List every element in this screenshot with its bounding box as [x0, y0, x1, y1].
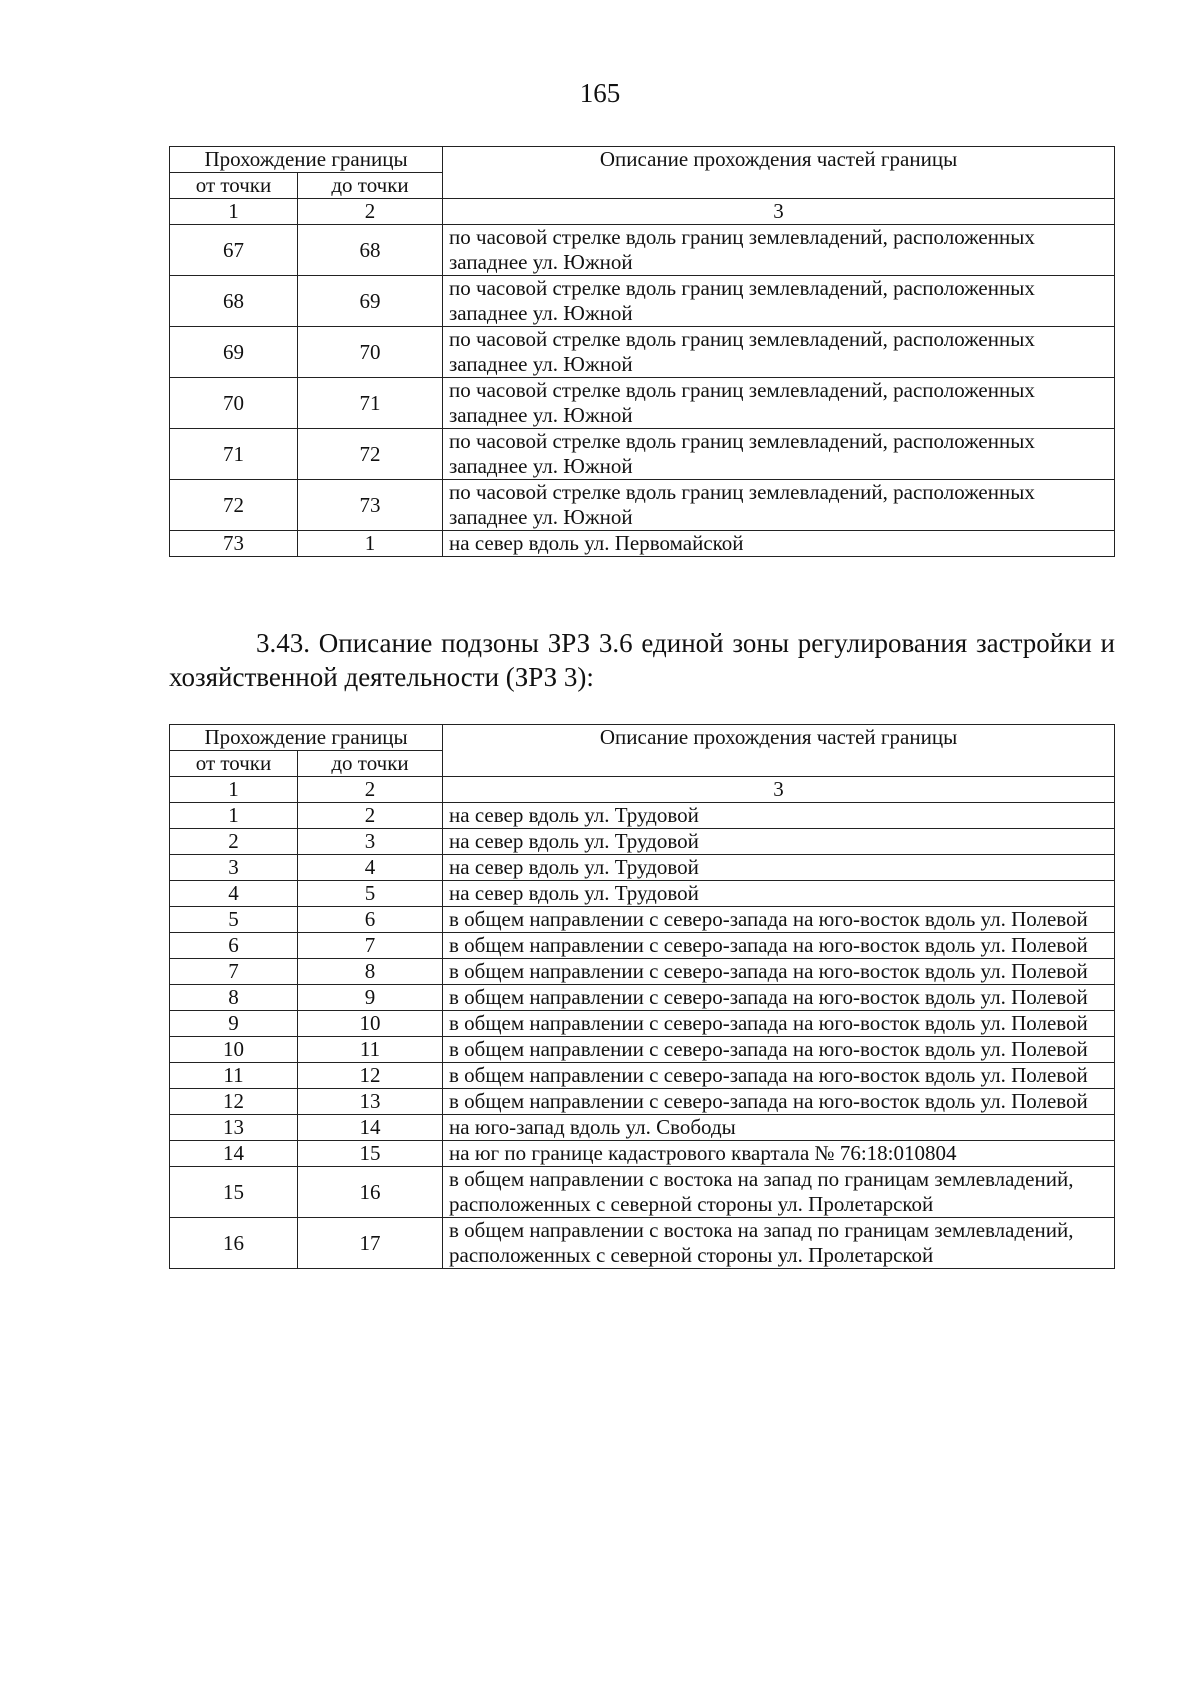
column-index: 2	[298, 199, 443, 225]
table-row	[170, 1218, 1115, 1269]
table-row	[170, 327, 1115, 378]
from-point-cell: 11	[170, 1063, 298, 1089]
from-point-cell: 68	[170, 276, 298, 327]
from-point-cell: 70	[170, 378, 298, 429]
description-cell: на север вдоль ул. Трудовой	[443, 803, 1115, 829]
table-row	[170, 881, 1115, 907]
table-row	[170, 855, 1115, 881]
to-point-cell: 1	[298, 531, 443, 557]
header-boundary-passage: Прохождение границы	[170, 725, 443, 751]
from-point-cell: 67	[170, 225, 298, 276]
description-cell: в общем направлении с северо-запада на юго-восток вдоль ул. Полевой	[443, 907, 1115, 933]
from-point-cell: 71	[170, 429, 298, 480]
section-heading: 3.43. Описание подзоны ЗРЗ 3.6 единой зоны регулирования застройки и хозяйственной деятельности (ЗРЗ 3):	[169, 628, 1115, 692]
table-row	[170, 429, 1115, 480]
description-cell: в общем направлении с северо-запада на юго-восток вдоль ул. Полевой	[443, 959, 1115, 985]
description-cell: в общем направлении с северо-запада на юго-восток вдоль ул. Полевой	[443, 933, 1115, 959]
column-index: 1	[170, 777, 298, 803]
description-cell: по часовой стрелке вдоль границ землевладений, расположенных западнее ул. Южной	[443, 429, 1115, 480]
from-point-cell: 1	[170, 803, 298, 829]
from-point-cell: 12	[170, 1089, 298, 1115]
description-cell: по часовой стрелке вдоль границ землевладений, расположенных западнее ул. Южной	[443, 225, 1115, 276]
header-boundary-passage: Прохождение границы	[170, 147, 443, 173]
description-cell: на юг по границе кадастрового квартала № 76:18:010804	[443, 1141, 1115, 1167]
from-point-cell: 13	[170, 1115, 298, 1141]
from-point-cell: 8	[170, 985, 298, 1011]
to-point-cell: 14	[298, 1115, 443, 1141]
from-point-cell: 6	[170, 933, 298, 959]
table-row	[170, 829, 1115, 855]
from-point-cell: 5	[170, 907, 298, 933]
description-cell: на север вдоль ул. Трудовой	[443, 829, 1115, 855]
description-cell: по часовой стрелке вдоль границ землевладений, расположенных западнее ул. Южной	[443, 480, 1115, 531]
to-point-cell: 3	[298, 829, 443, 855]
from-point-cell: 7	[170, 959, 298, 985]
column-index: 3	[443, 199, 1115, 225]
header-from-point: от точки	[170, 173, 298, 199]
table-row	[170, 378, 1115, 429]
description-cell: на север вдоль ул. Трудовой	[443, 855, 1115, 881]
table-row	[170, 276, 1115, 327]
from-point-cell: 14	[170, 1141, 298, 1167]
to-point-cell: 70	[298, 327, 443, 378]
to-point-cell: 71	[298, 378, 443, 429]
boundary-table-1	[169, 146, 1115, 557]
from-point-cell: 15	[170, 1167, 298, 1218]
table-row	[170, 985, 1115, 1011]
table-row	[170, 907, 1115, 933]
description-cell: по часовой стрелке вдоль границ землевладений, расположенных западнее ул. Южной	[443, 276, 1115, 327]
from-point-cell: 2	[170, 829, 298, 855]
table-row	[170, 803, 1115, 829]
to-point-cell: 17	[298, 1218, 443, 1269]
description-cell: в общем направлении с северо-запада на юго-восток вдоль ул. Полевой	[443, 1011, 1115, 1037]
to-point-cell: 72	[298, 429, 443, 480]
to-point-cell: 69	[298, 276, 443, 327]
to-point-cell: 8	[298, 959, 443, 985]
from-point-cell: 69	[170, 327, 298, 378]
description-cell: в общем направлении с северо-запада на юго-восток вдоль ул. Полевой	[443, 1037, 1115, 1063]
description-cell: в общем направлении с северо-запада на юго-восток вдоль ул. Полевой	[443, 1089, 1115, 1115]
column-index: 3	[443, 777, 1115, 803]
to-point-cell: 16	[298, 1167, 443, 1218]
header-description: Описание прохождения частей границы	[443, 147, 1115, 199]
from-point-cell: 9	[170, 1011, 298, 1037]
from-point-cell: 16	[170, 1218, 298, 1269]
to-point-cell: 11	[298, 1037, 443, 1063]
table-row	[170, 1037, 1115, 1063]
to-point-cell: 2	[298, 803, 443, 829]
table-row	[170, 1115, 1115, 1141]
table-row	[170, 225, 1115, 276]
column-index: 2	[298, 777, 443, 803]
from-point-cell: 73	[170, 531, 298, 557]
from-point-cell: 72	[170, 480, 298, 531]
to-point-cell: 6	[298, 907, 443, 933]
to-point-cell: 7	[298, 933, 443, 959]
header-to-point: до точки	[298, 751, 443, 777]
to-point-cell: 5	[298, 881, 443, 907]
table-row	[170, 959, 1115, 985]
description-cell: на север вдоль ул. Трудовой	[443, 881, 1115, 907]
description-cell: на север вдоль ул. Первомайской	[443, 531, 1115, 557]
table-row	[170, 1167, 1115, 1218]
description-cell: в общем направлении с северо-запада на юго-восток вдоль ул. Полевой	[443, 985, 1115, 1011]
to-point-cell: 73	[298, 480, 443, 531]
column-index: 1	[170, 199, 298, 225]
to-point-cell: 15	[298, 1141, 443, 1167]
table-row	[170, 1141, 1115, 1167]
page-number: 165	[579, 78, 621, 108]
to-point-cell: 9	[298, 985, 443, 1011]
table-row	[170, 1063, 1115, 1089]
table-row	[170, 480, 1115, 531]
description-cell: в общем направлении с северо-запада на юго-восток вдоль ул. Полевой	[443, 1063, 1115, 1089]
from-point-cell: 3	[170, 855, 298, 881]
from-point-cell: 4	[170, 881, 298, 907]
to-point-cell: 10	[298, 1011, 443, 1037]
to-point-cell: 12	[298, 1063, 443, 1089]
to-point-cell: 13	[298, 1089, 443, 1115]
header-to-point: до точки	[298, 173, 443, 199]
table-row	[170, 1089, 1115, 1115]
description-cell: на юго-запад вдоль ул. Свободы	[443, 1115, 1115, 1141]
to-point-cell: 68	[298, 225, 443, 276]
table-row	[170, 531, 1115, 557]
header-description: Описание прохождения частей границы	[443, 725, 1115, 777]
header-from-point: от точки	[170, 751, 298, 777]
boundary-table-2	[169, 724, 1115, 1269]
description-cell: в общем направлении с востока на запад по границам землевладений, расположенных с северной стороны ул. Пролетарской	[443, 1167, 1115, 1218]
description-cell: в общем направлении с востока на запад по границам землевладений, расположенных с северной стороны ул. Пролетарской	[443, 1218, 1115, 1269]
to-point-cell: 4	[298, 855, 443, 881]
from-point-cell: 10	[170, 1037, 298, 1063]
table-row	[170, 1011, 1115, 1037]
description-cell: по часовой стрелке вдоль границ землевладений, расположенных западнее ул. Южной	[443, 327, 1115, 378]
table-row	[170, 933, 1115, 959]
description-cell: по часовой стрелке вдоль границ землевладений, расположенных западнее ул. Южной	[443, 378, 1115, 429]
